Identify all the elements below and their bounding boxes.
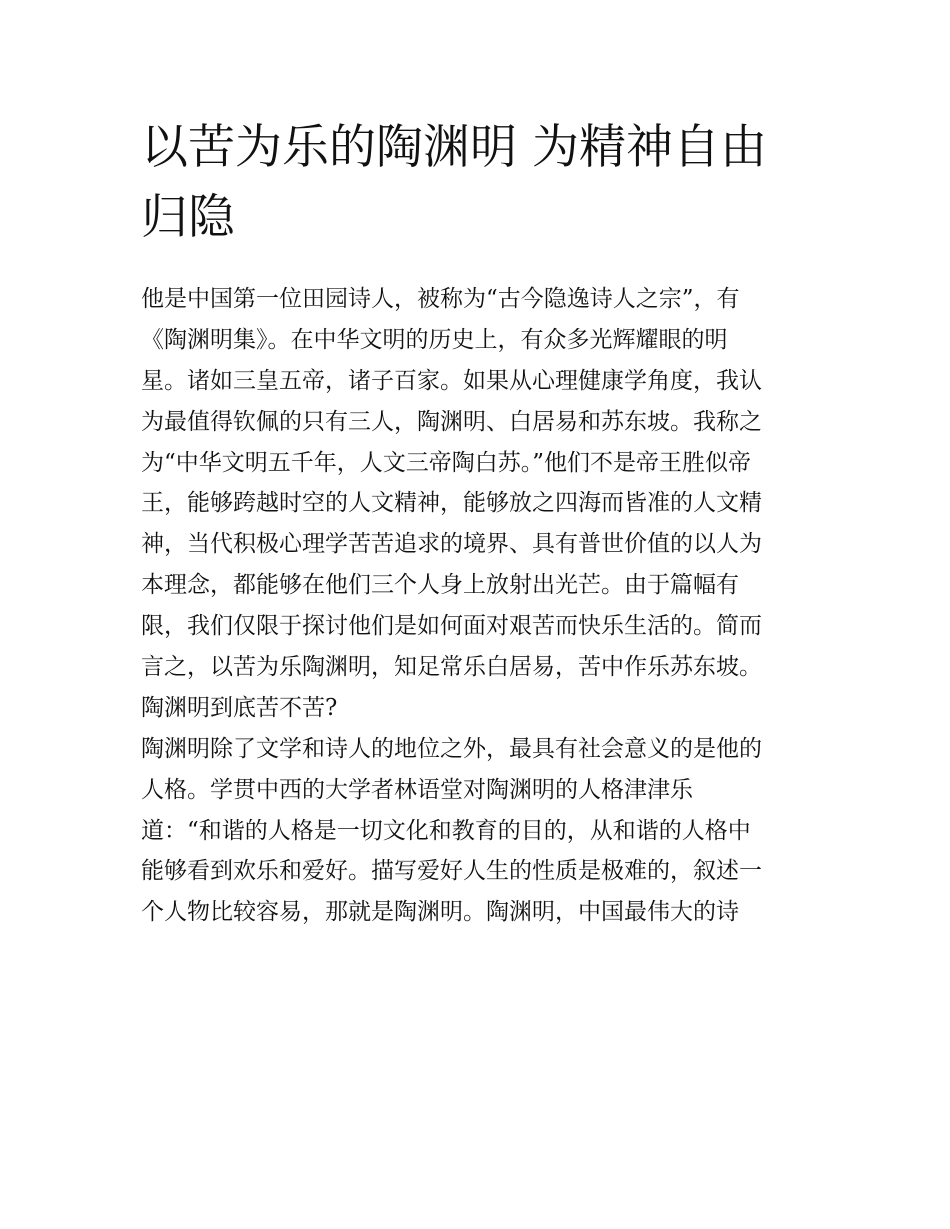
title-line-1: 以苦为乐的陶渊明 为精神自由 — [141, 120, 767, 175]
body-line-16: 个人物比较容易，那就是陶渊明。陶渊明，中国最伟大的诗 — [141, 899, 739, 926]
body-line-5: 为“中华文明五千年，人文三帝陶白苏。”他们不是帝王胜似帝 — [141, 449, 752, 476]
body-line-8: 本理念，都能够在他们三个人身上放射出光芒。由于篇幅有 — [141, 572, 739, 599]
body-line-9: 限，我们仅限于探讨他们是如何面对艰苦而快乐生活的。简而 — [141, 613, 762, 640]
body-line-14: 道：“和谐的人格是一切文化和教育的目的，从和谐的人格中 — [141, 817, 751, 844]
body-line-11: 陶渊明到底苦不苦? — [141, 694, 338, 721]
body-line-12: 陶渊明除了文学和诗人的地位之外，最具有社会意义的是他的 — [141, 735, 762, 762]
body-line-3: 星。诸如三皇五帝，诸子百家。如果从心理健康学角度，我认 — [141, 367, 762, 394]
body-line-13: 人格。学贯中西的大学者林语堂对陶渊明的人格津津乐 — [141, 776, 693, 803]
document-title — [141, 113, 821, 253]
body-line-6: 王，能够跨越时空的人文精神，能够放之四海而皆准的人文精 — [141, 490, 762, 517]
body-line-4: 为最值得钦佩的只有三人，陶渊明、白居易和苏东坡。我称之 — [141, 408, 762, 435]
body-line-10: 言之，以苦为乐陶渊明，知足常乐白居易，苦中作乐苏东坡。 — [141, 654, 762, 681]
document-body — [141, 279, 841, 933]
body-line-2: 《陶渊明集》。在中华文明的历史上，有众多光辉耀眼的明 — [141, 326, 728, 353]
body-line-7: 神，当代积极心理学苦苦追求的境界、具有普世价值的以人为 — [141, 531, 762, 558]
title-line-2: 归隐 — [141, 190, 235, 245]
body-line-1: 他是中国第一位田园诗人，被称为“古今隐逸诗人之宗”，有 — [141, 286, 740, 312]
body-line-15: 能够看到欢乐和爱好。描写爱好人生的性质是极难的，叙述一 — [141, 858, 762, 885]
